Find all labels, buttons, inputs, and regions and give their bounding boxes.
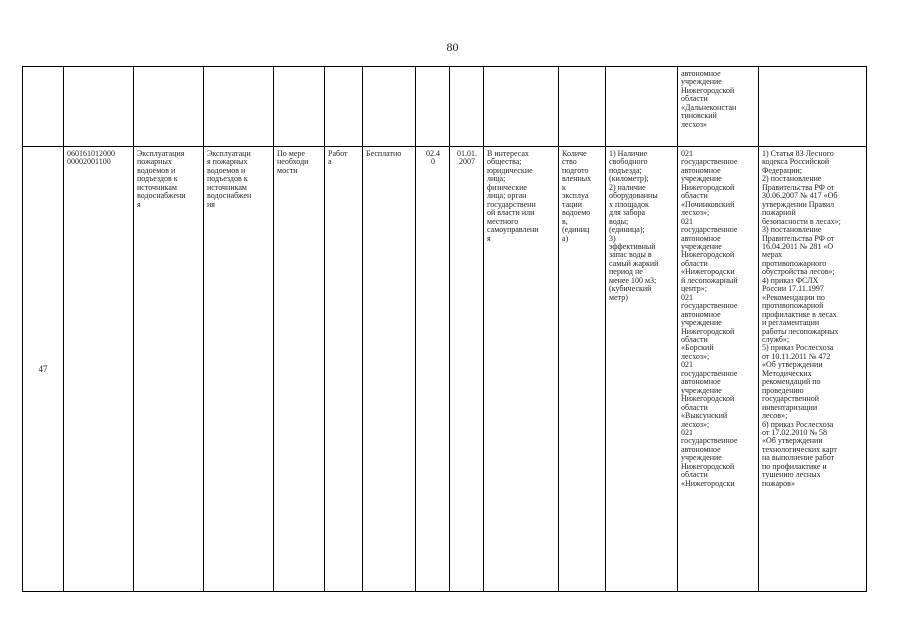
legal-acts: 1) Статья 83 Лесного кодекса Российской Федерации; 2) постановление Правительства РФ от 30.06.2007 № 417 «Об утверждении Правил пожарной безопасности в лесах»; 3) постановление Правительства РФ от 16.04.2011 № 281 «О мерах противопожарного обустройства лесов»; 4) приказ ФСЛХ России 17.11.1997 «Рекомендации по противопожарной профилактике в лесах и регламентации работы лесопожарных служб»; 5) приказ Рослесхоза от 10.11.2011 № 472 «Об утверждении Методических рекомендаций по проведению государственной инвентаризации лесов»; 6) приказ Рослесхоза от 17.02.2010 № 58 «Об утверждении технологических карт на выполнение работ по профилактике и тушению лесных пожаров» [759, 147, 867, 592]
record-number: 47 [23, 147, 64, 592]
registry-code: 060161012000 00002001100 [64, 147, 134, 592]
service-consumers: В интересах общества; юридические лица; физические лица; орган государственн ой власти или местного самоуправлени я [484, 147, 559, 592]
table-row [23, 147, 867, 592]
continuation-row [23, 67, 867, 147]
cell-okved [416, 67, 450, 147]
cell-legal-acts [759, 67, 867, 147]
institutions-list: 021 государственное автономное учреждение Нижегородской области «Починковский лесхоз»; 021 государственное автономное учреждение Нижегородской области «Нижегородски й лесопожарный центр»; 021 государственное автономное учреждение Нижегородской области «Борский лесхоз»; 021 государственное автономное учреждение Нижегородской области «Выксунский лесхоз»; 021 государственное автономное учреждение Нижегородской области «Нижегородски [678, 147, 759, 592]
service-frequency: По мере необходи мости [274, 147, 325, 592]
okved-code: 02.4 0 [416, 147, 450, 592]
service-type: Работ а [325, 147, 363, 592]
cell-type [325, 67, 363, 147]
service-name: Эксплуатация пожарных водоемов и подъездов к источникам водоснабжени я [134, 147, 204, 592]
cell-content [204, 67, 274, 147]
volume-indicator: Количе ство подгото вленных к эксплуа тации водоемо в, (единиц а) [559, 147, 606, 592]
cell-quality [606, 67, 678, 147]
cell-frequency [274, 67, 325, 147]
cell-institution-continued: автономное учреждение Нижегородской области «Дальнеконстан тиновский лесхоз» [678, 67, 759, 147]
page-number: 80 [446, 40, 459, 54]
cell-name [134, 67, 204, 147]
service-date: 01.01. 2007 [450, 147, 484, 592]
cell-registry-code [64, 67, 134, 147]
cell-number [23, 67, 64, 147]
cell-volume [559, 67, 606, 147]
cell-date [450, 67, 484, 147]
quality-indicators: 1) Наличие свободного подъезда; (километр); 2) наличие оборудованны х площадок для забора воды; (единица); 3) эффективный запас воды в самый жаркий период не менее 100 м3; (кубический метр) [606, 147, 678, 592]
registry-table [22, 66, 867, 592]
service-content: Эксплуатаци я пожарных водоемов и подъездов к источникам водоснабжен ия [204, 147, 274, 592]
cell-payment [363, 67, 416, 147]
cell-consumers [484, 67, 559, 147]
service-payment: Бесплатно [363, 147, 416, 592]
